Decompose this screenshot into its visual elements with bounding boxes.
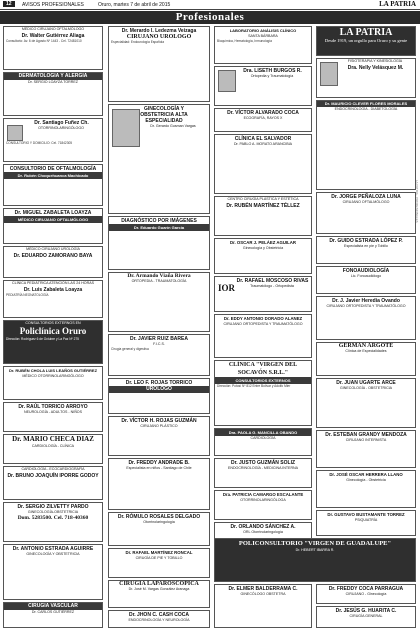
ad-subtitle: CIRUJANO OFTALMÓLOGO bbox=[342, 200, 390, 204]
ad-subtitle: MÉDICO CIRUJANO OFTALMÓLOGO bbox=[21, 27, 85, 31]
ad-heading: CIRUGÍA VASCULAR bbox=[4, 603, 102, 610]
page-header bbox=[0, 0, 420, 10]
ad-subtitle: Dr. Eduardo Guarín García bbox=[109, 224, 209, 231]
ad-ruiz bbox=[108, 334, 210, 376]
ad-rojas-torrico bbox=[108, 378, 210, 414]
ad-subtitle: Dr. Rubén Choquehuanca Machicado bbox=[4, 172, 102, 179]
ad-heading: Dr. Armando Viaña Rivera bbox=[127, 273, 191, 279]
ad-zamorano bbox=[3, 246, 103, 278]
ad-subtitle: CARDIOLOGÍA - CLÍNICA bbox=[31, 444, 75, 448]
ad-heredia bbox=[316, 296, 416, 340]
ad-heading: Dr. RUBÉN CHOLA LUIS LEAÑOS GUTIÉRREZ bbox=[8, 368, 98, 373]
ad-subtitle: Clínica de Especialidades bbox=[345, 349, 387, 353]
ad-subtitle: CONSULTORIOS EXTERNOS EN bbox=[25, 321, 81, 325]
ad-torrico bbox=[3, 402, 103, 432]
ad-heading: GINECOLOGÍA Y OBSTETRICIA ALTA ESPECIALIDAD bbox=[140, 106, 188, 124]
ad-heading: Dra. PAOLA G. MANCILLA OBANDO bbox=[215, 429, 311, 436]
ad-subtitle: PSIQUIATRÍA bbox=[354, 518, 378, 522]
ad-subtitle: GINECOLOGÍA-OBSTETRICIA bbox=[27, 510, 79, 514]
ad-velasquez bbox=[316, 58, 416, 98]
ad-german bbox=[316, 342, 416, 376]
ad-heading: Dr. Walter Gutiérrez Aliaga bbox=[21, 32, 85, 39]
ad-subtitle: CONSULTORIOS EXTERNOS bbox=[215, 377, 311, 384]
ad-moscoso bbox=[214, 276, 312, 312]
ad-heading: GERMAN ARGOTE bbox=[338, 343, 394, 349]
ad-oftalmologia bbox=[3, 164, 103, 206]
ad-subtitle: CIRUJANO - Ginecología bbox=[345, 592, 387, 596]
ad-alvarado bbox=[214, 108, 312, 132]
newspaper-brand: LA PATRIA bbox=[379, 0, 416, 8]
ad-subtitle: Dr. José M. Vargas González Aranaga bbox=[128, 587, 190, 591]
ad-rojas-guzman bbox=[108, 416, 210, 456]
ad-heading: Dra. LISETH BURGOS R. bbox=[243, 68, 302, 74]
doctor-photo bbox=[112, 109, 140, 147]
ad-subtitle: GINECOLOGÍA Y OBSTETRICIA bbox=[26, 552, 80, 556]
ad-heading: Dr. Santiago Fuñez Ch. bbox=[34, 120, 89, 126]
ad-estrada bbox=[3, 544, 103, 600]
ad-ugarte bbox=[316, 378, 416, 428]
ad-heading: LABORATORIO ANÁLISIS CLÍNICO bbox=[229, 28, 297, 33]
ad-subtitle: ORTOPEDIA - TRAUMATOLOGÍA bbox=[131, 279, 187, 283]
ad-coca-parragua bbox=[316, 584, 416, 604]
ad-text: Dirección: Potosí Nº 812 Entre Bolívar y Adolfo Mier bbox=[217, 384, 291, 388]
ad-heading: Dr. ESTEBAN GRANDY MENDOZA bbox=[325, 432, 407, 438]
ad-heading: Dr. J. Javier Heredia Ovando bbox=[332, 298, 400, 304]
ad-ginecologia-alta bbox=[108, 104, 210, 214]
ad-penaloza bbox=[316, 192, 416, 234]
ad-subtitle: CARDIOLOGÍA bbox=[250, 436, 276, 440]
ad-subtitle: CENTRO CIRUGÍA PLÁSTICA Y ESTÉTICA bbox=[227, 197, 299, 201]
ad-heading: Dr. LEO F. ROJAS TORRICO bbox=[125, 380, 193, 386]
ad-zilvetty bbox=[3, 502, 103, 542]
ad-subtitle: OTORRINOLARINGÓLOGO bbox=[38, 126, 84, 130]
ad-heading: Dr. RAÚL TORRICO ARROYO bbox=[18, 404, 88, 410]
ad-cash bbox=[108, 610, 210, 628]
ad-heading: DIAGNÓSTICO POR IMÁGENES bbox=[121, 218, 197, 224]
ad-policlinica bbox=[3, 320, 103, 364]
ad-burgos bbox=[214, 66, 312, 106]
ad-subtitle: NEUROLOGÍA - ADULTOS - NIÑOS bbox=[24, 410, 82, 414]
ad-heading: Dr. MAURICIO CLEVER FLORES MORALES bbox=[317, 101, 415, 107]
ad-martinez-roncal bbox=[108, 548, 210, 578]
ad-heading: Dr. GUIDO ESTRADA LÓPEZ P. bbox=[329, 238, 403, 244]
ad-zabaleta bbox=[3, 208, 103, 244]
ad-subtitle: Especialista en niños - Santiago de Chile bbox=[126, 466, 192, 470]
ad-heading: FONOAUDIOLOGÍA bbox=[342, 268, 390, 274]
ad-subtitle: Ortopedia y Traumatología bbox=[250, 74, 294, 78]
ad-subtitle: OTORRINOLARINGÓLOGA bbox=[240, 498, 286, 502]
ad-heading: Dr. JHON C. CASH COCA bbox=[128, 612, 189, 618]
ad-subtitle: CLÍNICA PEDIÁTRICA ATENCIÓN LAS 24 HORAS bbox=[11, 281, 94, 285]
section-name: AVISOS PROFESIONALES bbox=[22, 1, 84, 8]
ad-camargo bbox=[214, 490, 312, 520]
ad-text: Bioquímica, Hematología, Inmunología bbox=[217, 38, 272, 43]
ior-logo: IOR bbox=[218, 283, 236, 293]
ad-guzman-soliz bbox=[214, 458, 312, 488]
ad-heading: Dr. RAFAEL MOSCOSO RIVAS bbox=[236, 278, 309, 284]
ad-herrera bbox=[316, 470, 416, 508]
ad-ledezma bbox=[108, 26, 210, 102]
ad-pelaez bbox=[214, 238, 312, 274]
ad-cirugia-vascular bbox=[3, 602, 103, 628]
ad-clinica-pediatrica bbox=[3, 280, 103, 318]
ad-diagnostico bbox=[108, 216, 210, 270]
ad-subtitle: CIRUJANO INTERNISTA bbox=[345, 438, 387, 442]
page-number: 12 bbox=[3, 1, 15, 7]
ad-laboratorio bbox=[214, 26, 312, 64]
ad-estrada-lopez bbox=[316, 236, 416, 264]
ad-heading: Dr. JUAN UGARTE ARCE bbox=[336, 380, 396, 386]
ad-heading: Dr. EDDY ANTONIO DORADO ALANEZ bbox=[223, 316, 303, 321]
ad-heading: Dr. RÓMULO ROSALES DELGADO bbox=[117, 514, 201, 520]
ad-heading: LA PATRIA bbox=[339, 27, 393, 38]
ad-subtitle: Otorrinolaringología bbox=[143, 520, 175, 524]
ad-text: Especialidad: Endourología Española bbox=[111, 40, 164, 44]
ad-rosales bbox=[108, 512, 210, 546]
ad-subtitle: Dr. HEBERT IBARRA R. bbox=[295, 548, 335, 552]
ad-heading: Dr. Merardo I. Ledezma Veizaga bbox=[121, 28, 197, 34]
ad-text: CONSULTORIO Y DOMICILIO: Cel. 71842305 bbox=[6, 140, 73, 145]
ad-heading: Dr. JORGE PEÑALOZA LUNA bbox=[331, 194, 401, 200]
ad-heading: Policlínica Oruro bbox=[19, 325, 87, 336]
section-title: Profesionales bbox=[175, 11, 245, 23]
vertical-margin-text: LA PATRIA - PROFESIONALES bbox=[415, 180, 419, 223]
ad-text: Dom. 5283500. Cel. 718-40360 bbox=[17, 514, 89, 521]
ad-subtitle: CIRUJANO PLÁSTICO bbox=[140, 424, 178, 428]
ad-subtitle: CIRUJANO UROLOGO bbox=[126, 34, 192, 40]
ad-subtitle: ORL Otorrinolaringología bbox=[243, 530, 283, 534]
ad-mancilla bbox=[214, 428, 312, 456]
ad-fonoaudiologia bbox=[316, 266, 416, 294]
ad-bustamante bbox=[316, 510, 416, 536]
ear-icon bbox=[7, 125, 23, 141]
ad-balderrama bbox=[214, 584, 312, 628]
ad-heading: Dr. FREDDY ANDRADE B. bbox=[128, 460, 190, 466]
ad-heading: Dr. JUSTO GUZMÁN SOLIZ bbox=[230, 460, 296, 466]
ad-subtitle: MÉDICO CIRUJANO UROLOGÍA bbox=[26, 247, 80, 251]
section-banner bbox=[0, 11, 420, 24]
ad-subtitle: GINECOLOGÍA - OBSTETRICIA bbox=[339, 386, 393, 390]
ad-martinez-tellez bbox=[214, 196, 312, 236]
ad-heading: Dr. BRUNO JOAQUÍN IPORRE GODOY bbox=[7, 472, 99, 479]
ad-iporre bbox=[3, 466, 103, 500]
ad-huarita bbox=[316, 606, 416, 628]
ad-heading: POLICONSULTORIO "VIRGEN DE GUADALUPE" bbox=[238, 540, 392, 547]
ad-heading: Dr. Luis Zabaleta Loayza bbox=[23, 286, 83, 293]
ad-subtitle: Dr. Gerardo Gusman Vargas bbox=[150, 124, 196, 128]
ad-subtitle: GINECÓLOGO OBSTETRA bbox=[240, 592, 286, 596]
ad-text: Cirugía general y digestiva bbox=[111, 346, 149, 351]
ad-subtitle: CARDIOLOGÍA - ECOCARDIOGRAFÍA bbox=[21, 467, 85, 471]
ad-heading: Dr. OSCAR J. PELÁEZ AGUILAR bbox=[230, 240, 296, 245]
ad-heading: CIRUGÍA LAPAROSCÓPICA bbox=[119, 581, 199, 587]
ad-subtitle: Desde 1919, un orgullo para Oruro y su gente bbox=[324, 38, 408, 43]
ad-la-patria bbox=[316, 26, 416, 56]
ad-subtitle: CIRUJANO ORTOPEDISTA Y TRAUMATÓLOGO bbox=[223, 322, 303, 326]
ad-laparoscopica bbox=[108, 580, 210, 608]
ad-clinica-salvador bbox=[214, 134, 312, 194]
ad-heading: Dr. FREDDY COCA PARRAGUA bbox=[328, 586, 404, 592]
ad-text: PEDIATRÍA NEONATOLOGÍA bbox=[6, 292, 49, 297]
ad-andrade bbox=[108, 458, 210, 510]
ad-subtitle: Ginecología - Obstetricia bbox=[346, 478, 386, 482]
ad-subtitle: Especialista en pie y Tobillo bbox=[344, 244, 388, 248]
ad-checa bbox=[3, 434, 103, 464]
ad-heading: Dr. MARIO CHECA DIAZ bbox=[12, 435, 94, 443]
ad-subtitle: CIRUJANO ORTOPEDISTA Y TRAUMATÓLOGO bbox=[326, 304, 406, 308]
ad-virgen-socavon bbox=[214, 360, 312, 426]
ad-subtitle: MÉDICO OTORRINOLARINGÓLOGO bbox=[22, 374, 84, 378]
ad-heading: Dr. GUSTAVO BUSTAMANTE TORREZ bbox=[327, 512, 405, 517]
bone-icon bbox=[218, 70, 236, 92]
ad-heading: CONSULTORIO DE OFTALMOLOGÍA bbox=[9, 166, 97, 172]
ad-text: Dirección: Rodríguez 6 de Octubre y La Paz Nº 275 bbox=[6, 336, 79, 341]
ad-grandy bbox=[316, 430, 416, 468]
issue-date: Oruro, martes 7 de abril de 2015 bbox=[98, 1, 171, 8]
ad-subtitle: SANTA BÁRBARA bbox=[248, 34, 278, 38]
ad-viana bbox=[108, 272, 210, 332]
ad-heading: Dr. JAVIER RUIZ BAREA bbox=[130, 336, 188, 342]
ad-text: Consultorio: Av. 6 de Agosto Nº 1443 - Cel. 72481010 bbox=[6, 38, 82, 43]
ad-heading: Dr. VÍCTOR H. ROJAS GUZMÁN bbox=[121, 418, 197, 424]
ad-subtitle: Dr. PABLO A. MORATO ARANCIBIA bbox=[233, 142, 293, 146]
ad-heading: CLÍNICA "VIRGEN DEL SOCAVÓN S.R.L." bbox=[228, 362, 298, 376]
ad-heading: Dr. MIGUEL ZABALETA LOAYZA bbox=[14, 210, 92, 216]
ad-subtitle: FISIOTERAPIA Y KINESIOLOGÍA bbox=[347, 59, 403, 63]
ad-subtitle: ENDOCRINOLOGÍA - MEDICINA INTERNA bbox=[227, 466, 299, 470]
ad-funez bbox=[3, 118, 103, 162]
ad-heading: Dr. ORLANDO SÁNCHEZ A. bbox=[230, 524, 296, 530]
ad-heading: Dr. ELMER BALDERRAMA C. bbox=[228, 586, 298, 592]
ad-subtitle: UROLOGO bbox=[109, 386, 209, 393]
doctor-photo bbox=[320, 62, 338, 86]
ad-heading: Dr. RUBÉN MARTÍNEZ TÉLLEZ bbox=[226, 202, 300, 209]
ad-guadalupe bbox=[214, 538, 416, 582]
ad-subtitle: Traumatólogo - Ortopedista bbox=[250, 284, 294, 288]
ad-subtitle: MÉDICO CIRUJANO OFTALMÓLOGO bbox=[4, 216, 102, 223]
ad-subtitle: CIRUGÍA DE PIE Y TOBILLO bbox=[135, 556, 183, 560]
ad-heading: Dr. JOSÉ OSCAR HERRERA LLANO bbox=[329, 472, 403, 477]
ad-dorado bbox=[214, 314, 312, 358]
ad-subtitle: Ginecología y Obstetricia bbox=[242, 246, 284, 250]
ad-subtitle: F.I.C.S. bbox=[153, 342, 165, 346]
ad-heading: Dr. JESÚS G. HUARITA C. bbox=[335, 608, 397, 614]
ad-subtitle: Dr. CARLOS GUTIÉRREZ bbox=[31, 610, 75, 614]
ad-gutierrez bbox=[3, 26, 103, 70]
ad-subtitle: Lic. Fonoaudiólogo bbox=[350, 274, 382, 278]
ad-heading: Dr. RAFAEL MARTÍNEZ RONCAL bbox=[125, 550, 193, 555]
ad-subtitle: Dr. SERGIO LOAYZA TORREZ bbox=[28, 80, 78, 84]
ad-subtitle: ENDOCRINOLOGÍA - DIABETOLOGÍA bbox=[334, 107, 398, 111]
ad-subtitle: ECOGRAFÍA, RAYOS X bbox=[243, 116, 283, 120]
ad-heading: CLÍNICA EL SALVADOR bbox=[234, 136, 292, 142]
ad-subtitle: CIRUGÍA GENERAL bbox=[349, 614, 383, 618]
ad-heading: Dra. Nelly Velásquez M. bbox=[347, 64, 404, 71]
ad-subtitle: ENDOCRINOLOGÍA Y NEUROLOGÍA bbox=[128, 618, 190, 622]
ad-heading: Dr. EDUARDO ZAMORANO BAYA bbox=[13, 252, 93, 259]
ad-heading: Dra. PATRICIA CAMARGO ESCALANTE bbox=[222, 492, 304, 497]
ad-heading: Dr. ANTONIO ESTRADA AGUIRRE bbox=[12, 546, 94, 552]
ad-heading: Dr. SERGIO ZILVETTY PARDO bbox=[17, 504, 89, 510]
ad-dermatologia bbox=[3, 72, 103, 116]
ad-heading: Dr. VÍCTOR ALVARADO COCA bbox=[227, 110, 299, 116]
ad-heading: DERMATOLOGÍA Y ALERGIA bbox=[4, 73, 102, 80]
ad-flores-morales bbox=[316, 100, 416, 190]
ad-leanos bbox=[3, 366, 103, 400]
